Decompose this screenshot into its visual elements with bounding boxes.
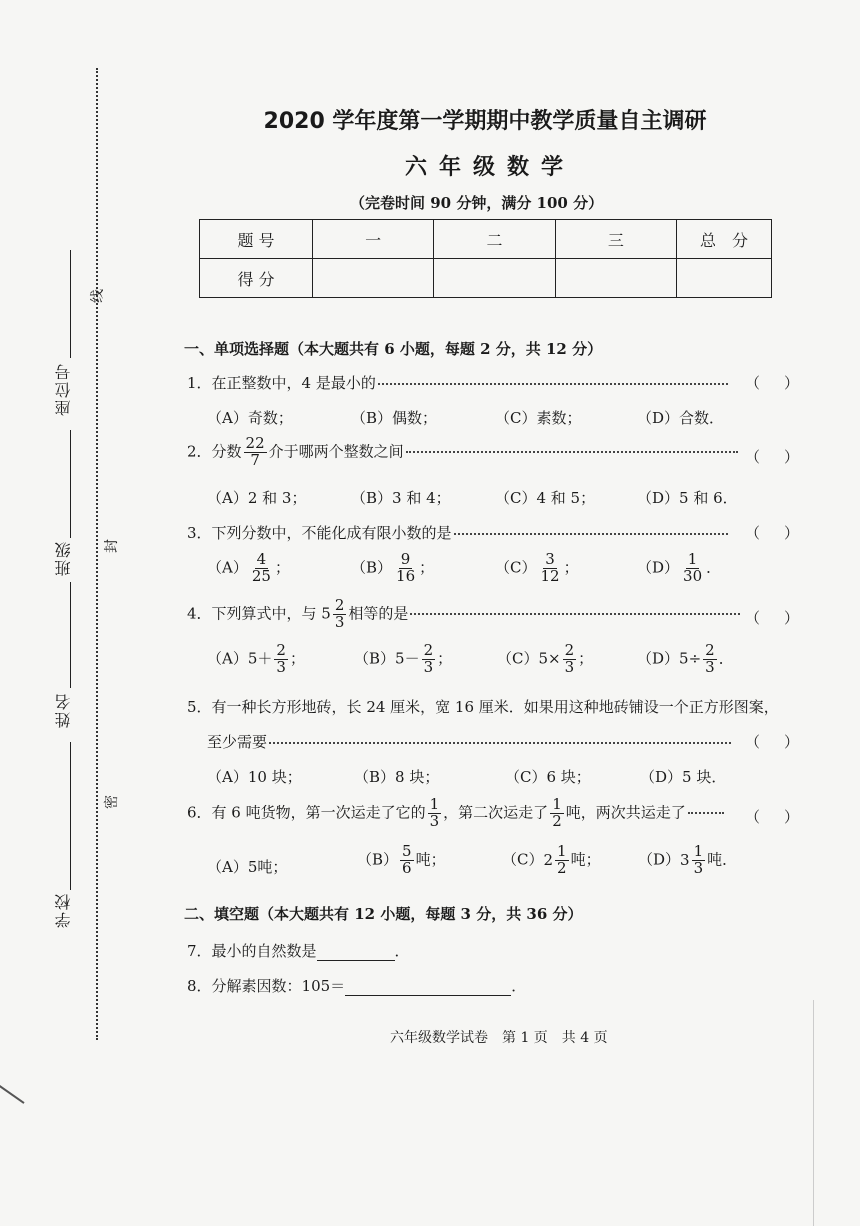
score-input-1[interactable] — [313, 259, 434, 298]
leader-dots — [378, 383, 728, 385]
q4d-tail: ． — [718, 649, 734, 668]
question-5-line2 — [207, 731, 731, 752]
q1-option-a[interactable]: （A）奇数； — [207, 409, 293, 427]
q4-den: 3 — [334, 612, 345, 631]
q3-option-b[interactable] — [351, 552, 434, 585]
q2-fraction — [244, 436, 267, 469]
q4b-tail: ； — [437, 649, 453, 668]
score-cell-part2: 二 — [434, 220, 555, 259]
q1-option-c[interactable]: （C）素数； — [495, 409, 582, 427]
question-6 — [187, 797, 724, 830]
q6-p1: 6．有 6 吨货物，第一次运走了它的 — [187, 803, 426, 822]
q4a-fraction — [274, 643, 288, 676]
paren-open: （ — [745, 609, 761, 627]
question-4 — [187, 598, 740, 631]
question-7 — [187, 940, 410, 961]
q5-option-c[interactable]: （C）6 块； — [505, 768, 591, 786]
q6-f1-den: 3 — [429, 811, 440, 830]
q6-p3: 吨，两次共运走了 — [565, 803, 686, 822]
answer-paren-2[interactable] — [745, 446, 799, 467]
q4-option-b[interactable] — [354, 643, 452, 676]
q6b-label: （B） — [357, 850, 399, 869]
q4c-fraction — [563, 643, 577, 676]
seat-number-line — [70, 250, 71, 358]
q4a-den: 3 — [276, 657, 286, 676]
q4c-label: （C）5× — [497, 649, 561, 668]
q5-option-a[interactable]: （A）10 块； — [207, 768, 302, 786]
q6b-den: 6 — [402, 858, 412, 877]
scan-edge-line — [813, 1000, 814, 1226]
q1-option-d[interactable]: （D）合数． — [637, 409, 725, 427]
q7-answer-blank[interactable] — [317, 944, 395, 961]
score-cell-part1: 一 — [313, 220, 434, 259]
q6d-den: 3 — [693, 858, 704, 877]
q6c-num: 1 — [557, 842, 567, 860]
paren-close: ） — [784, 524, 800, 542]
q4b-num: 2 — [423, 641, 434, 659]
exam-subject: 六年级数学 — [404, 155, 575, 180]
leader-dots — [269, 742, 731, 744]
q3a-den: 25 — [251, 566, 271, 585]
q6d-tail: 吨． — [707, 850, 738, 869]
paren-open: （ — [745, 808, 761, 826]
paren-open: （ — [745, 524, 761, 542]
q6-option-c[interactable] — [502, 844, 601, 877]
q4d-label: （D）5÷ — [637, 649, 702, 668]
q8-end: ． — [511, 977, 527, 995]
q1-option-b[interactable]: （B）偶数； — [351, 409, 438, 427]
q2-option-b[interactable]: （B）3 和 4； — [351, 489, 451, 507]
q7-end: ． — [394, 942, 410, 960]
q4a-label: （A）5＋ — [207, 649, 273, 668]
q4-option-d[interactable] — [637, 643, 734, 676]
q6-fraction-1 — [428, 797, 442, 830]
q6c-label: （C） — [502, 850, 544, 869]
q4d-fraction — [703, 643, 717, 676]
binding-dotted-line — [96, 68, 98, 1040]
school-label: 学校 — [54, 892, 73, 928]
score-table-score-row — [200, 259, 772, 298]
q3b-tail: ； — [419, 558, 435, 577]
q4c-den: 3 — [564, 657, 575, 676]
q5-option-b[interactable]: （B）8 块； — [354, 768, 440, 786]
score-table — [199, 219, 772, 298]
q3-option-d[interactable] — [637, 552, 721, 585]
q2-option-a[interactable]: （A）2 和 3； — [207, 489, 307, 507]
q3a-fraction — [250, 552, 273, 585]
paren-close: ） — [784, 808, 800, 826]
q3a-num: 4 — [256, 550, 267, 568]
q3a-tail: ； — [274, 558, 290, 577]
q4-pre: 4．下列算式中，与 5 — [187, 604, 331, 623]
q4b-fraction — [422, 643, 436, 676]
score-input-2[interactable] — [434, 259, 555, 298]
q6d-label: （D） — [638, 850, 681, 869]
school-line — [70, 742, 71, 890]
class-label: 班级 — [54, 540, 73, 576]
question-8 — [187, 975, 526, 996]
q4c-num: 2 — [564, 641, 575, 659]
q8-answer-blank[interactable] — [345, 979, 511, 996]
q3a-label: （A） — [207, 558, 248, 577]
q3c-fraction — [538, 552, 561, 585]
leader-dots — [454, 533, 728, 535]
q6-option-d[interactable] — [638, 844, 737, 877]
question-1 — [187, 372, 728, 393]
q4d-den: 3 — [705, 657, 715, 676]
q3d-label: （D） — [637, 558, 680, 577]
q4c-tail: ； — [578, 649, 594, 668]
q6-fraction-2 — [550, 797, 564, 830]
q3c-tail: ； — [563, 558, 579, 577]
q2-option-d[interactable]: （D）5 和 6． — [637, 489, 738, 507]
seat-number-label: 座位号 — [54, 362, 73, 416]
score-table-header-row — [200, 220, 772, 259]
leader-dots — [406, 451, 738, 453]
answer-paren-1[interactable] — [745, 372, 799, 393]
q7-text: 7．最小的自然数是 — [187, 942, 317, 960]
q6d-whole: 3 — [680, 851, 690, 870]
paren-close: ） — [784, 448, 800, 466]
q6c-den: 2 — [557, 858, 567, 877]
q6-f2-den: 2 — [552, 811, 562, 830]
q6c-whole: 2 — [543, 851, 554, 870]
q6c-tail: 吨； — [570, 850, 601, 869]
score-row-label: 得 分 — [200, 259, 313, 298]
question-2 — [187, 436, 738, 469]
q3b-fraction — [394, 552, 417, 585]
q1-text: 1．在正整数中，4 是最小的 — [187, 374, 376, 392]
q6c-mixed-number — [543, 844, 570, 877]
q6d-fraction — [692, 844, 706, 877]
q4d-num: 2 — [705, 641, 715, 659]
answer-paren-5[interactable] — [745, 731, 799, 752]
q3b-den: 16 — [396, 566, 416, 585]
q4-post: 相等的是 — [348, 604, 409, 623]
q6d-mixed-number — [680, 844, 707, 877]
score-input-total[interactable] — [677, 259, 772, 298]
q3d-tail: ． — [706, 558, 722, 577]
q6-f2-num: 1 — [552, 795, 562, 813]
q4-num: 2 — [334, 596, 345, 614]
q2-post: 介于哪两个整数之间 — [268, 442, 404, 461]
exam-title: 2020 学年度第一学期期中教学质量自主调研 — [263, 109, 707, 134]
score-cell-total: 总 分 — [677, 220, 772, 259]
paren-open: （ — [745, 733, 761, 751]
paren-close: ） — [784, 609, 800, 627]
q2-den: 7 — [250, 450, 260, 469]
q3c-den: 12 — [540, 566, 560, 585]
seal-char-xian: 线 — [90, 289, 106, 303]
q3c-num: 3 — [545, 550, 555, 568]
seal-char-mi: 密 — [104, 795, 120, 809]
q4b-label: （B）5－ — [354, 649, 420, 668]
score-input-3[interactable] — [555, 259, 676, 298]
seal-char-feng: 封 — [104, 539, 120, 553]
section2-heading: 二、填空题（本大题共有 12 小题，每题 3 分，共 36 分） — [184, 905, 583, 923]
q4-option-a[interactable] — [207, 643, 305, 676]
q4a-tail: ； — [289, 649, 305, 668]
answer-paren-4[interactable] — [745, 607, 799, 628]
leader-dots — [410, 613, 740, 615]
q5-option-d[interactable]: （D）5 块． — [640, 768, 727, 786]
q6d-num: 1 — [693, 842, 704, 860]
q4-fraction — [333, 598, 347, 631]
q3b-num: 9 — [400, 550, 411, 568]
q4a-num: 2 — [276, 641, 286, 659]
page-footer: 六年级数学试卷 第 1 页 共 4 页 — [390, 1030, 608, 1046]
answer-paren-3[interactable] — [745, 522, 799, 543]
paren-close: ） — [784, 374, 800, 392]
name-line — [70, 582, 71, 688]
q6b-fraction — [400, 844, 414, 877]
q3d-den: 30 — [683, 566, 703, 585]
q3-text: 3．下列分数中，不能化成有限小数的是 — [187, 524, 452, 542]
class-line — [70, 430, 71, 538]
q6c-fraction — [555, 844, 569, 877]
question-5-line1: 5．有一种长方形地砖，长 24 厘米，宽 16 厘米．如果用这种地砖铺设一个正方形图案， — [187, 698, 779, 716]
q6-p2: ，第二次运走了 — [443, 803, 549, 822]
q6b-tail: 吨； — [415, 850, 446, 869]
name-label: 姓名 — [54, 692, 73, 728]
score-cell-label: 题 号 — [200, 220, 313, 259]
q4b-den: 3 — [423, 657, 434, 676]
paren-open: （ — [745, 448, 761, 466]
score-cell-part3: 三 — [555, 220, 676, 259]
q8-text: 8．分解素因数：105＝ — [187, 977, 346, 995]
q3c-label: （C） — [495, 558, 537, 577]
q6-option-a[interactable]: （A）5吨； — [207, 858, 288, 876]
answer-paren-6[interactable] — [745, 806, 799, 827]
q4-option-c[interactable] — [497, 643, 593, 676]
paren-open: （ — [745, 374, 761, 392]
section1-heading: 一、单项选择题（本大题共有 6 小题，每题 2 分，共 12 分） — [184, 340, 603, 358]
question-3 — [187, 522, 728, 543]
q3d-num: 1 — [687, 550, 698, 568]
leader-dots — [688, 812, 724, 814]
q2-option-c[interactable]: （C）4 和 5； — [495, 489, 596, 507]
q3-option-a[interactable] — [207, 552, 290, 585]
q2-num: 22 — [245, 434, 265, 452]
q3d-fraction — [681, 552, 704, 585]
q6b-num: 5 — [402, 842, 412, 860]
paren-close: ） — [784, 733, 800, 751]
q2-pre: 2．分数 — [187, 442, 242, 461]
q3b-label: （B） — [351, 558, 393, 577]
q6-f1-num: 1 — [429, 795, 440, 813]
exam-time-note: （完卷时间 90 分钟，满分 100 分） — [350, 194, 604, 212]
q5-text: 至少需要 — [207, 733, 268, 751]
scan-artifact-line — [0, 1085, 25, 1104]
q3-option-c[interactable] — [495, 552, 579, 585]
q6-option-b[interactable] — [357, 844, 446, 877]
